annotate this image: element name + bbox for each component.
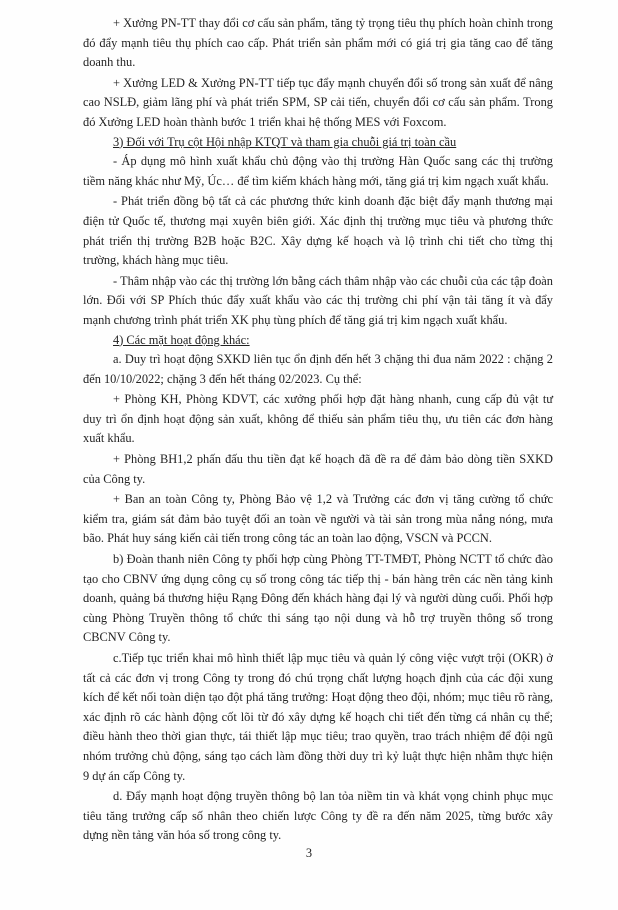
paragraph: - Phát triển đồng bộ tất cả các phương thức kinh doanh đặc biệt đẩy mạnh thương mại điện tử Quốc tế, thương mại xuyên biên giới. Xác định thị trường mục tiêu và phương thức phát triển thị trường B2B hoặc B2C. Xây dựng kế hoạch và lộ trình chi tiết cho từng thị trường, khách hàng mục tiêu. bbox=[83, 194, 553, 268]
paragraph: c.Tiếp tục triển khai mô hình thiết lập mục tiêu và quản lý công việc vượt trội (OKR) ở tất cả các đơn vị trong Công ty trong đó chú trọng chất lượng hoạch định của các đội xung kích để kết nối toàn diện tạo đột phá tăng trưởng: Hoạt động theo đội, nhóm; mục tiêu rõ ràng, xác định rõ các hành động cốt lõi từ đó xây dựng kế hoạch chi tiết đến từng cá nhân cụ thể; điều hành theo thời gian thực, tái thiết lập mục tiêu; trao quyền, trao trách nhiệm để đội ngũ nhóm trưởng chủ động, sáng tạo cách làm đồng thời duy trì kỷ luật thực hiện nhằm thực hiện 9 dự án cấp Công ty. bbox=[83, 651, 553, 783]
section-heading: 4) Các mặt hoạt động khác: bbox=[113, 332, 250, 347]
paragraph: + Phòng BH1,2 phấn đấu thu tiền đạt kế hoạch đã đề ra để đảm bảo dòng tiền SXKD của Công ty. bbox=[83, 452, 553, 486]
document-body bbox=[83, 14, 553, 846]
paragraph: d. Đẩy mạnh hoạt động truyền thông bộ lan tỏa niềm tin và khát vọng chinh phục mục tiêu tăng trưởng cấp số nhân theo chiến lược Công ty đề ra đến năm 2025, từng bước xây dựng nền tảng văn hóa số trong công ty. bbox=[83, 789, 553, 843]
paragraph: - Thâm nhập vào các thị trường lớn bằng cách thâm nhập vào các chuỗi của các tập đoàn lớn. Đối với SP Phích thúc đẩy xuất khẩu vào các thị trường chi phí vận tải tăng ít và đẩy mạnh chương trình phát triển XK phụ tùng phích để tăng giá trị kim ngạch xuất khẩu. bbox=[83, 273, 554, 327]
paragraph: + Xưởng PN-TT thay đổi cơ cấu sản phẩm, tăng tỷ trọng tiêu thụ phích hoàn chỉnh trong đó đẩy mạnh tiêu thụ phích cao cấp. Phát triển sản phẩm mới có giá trị gia tăng cao để tăng doanh thu. bbox=[83, 16, 553, 70]
paragraph: + Xưởng LED & Xưởng PN-TT tiếp tục đẩy mạnh chuyển đổi số trong sản xuất để nâng cao NSLĐ, giảm lãng phí và phát triển SPM, SP cải tiến, chuyển đổi cơ cấu sản phẩm. Trong đó Xưởng LED hoàn thành bước 1 triển khai hệ thống MES với Foxcom. bbox=[83, 75, 553, 129]
paragraph: b) Đoàn thanh niên Công ty phối hợp cùng Phòng TT-TMĐT, Phòng NCTT tổ chức đào tạo cho CBNV ứng dụng công cụ số trong công tác tiếp thị - bán hàng trên các nền tảng kinh doanh, quảng bá thương hiệu Rạng Đông đến khách hàng đại lý và người dùng cuối. Phối hợp cùng Phòng Truyền thông tổ chức thi sáng tạo nội dung và hỗ trợ truyền thông số trong CBCNV Công ty. bbox=[83, 552, 553, 645]
page-number: 3 bbox=[305, 846, 313, 860]
paragraph: + Ban an toàn Công ty, Phòng Bảo vệ 1,2 và Trưởng các đơn vị tăng cường tổ chức kiểm tra, giám sát đảm bảo tuyệt đối an toàn về người và tài sản trong mùa nắng nóng, mưa bão. Phát huy sáng kiến cải tiến trong công tác an toàn lao động, VSCN và PCCN. bbox=[83, 492, 553, 546]
section-heading: 3) Đối với Trụ cột Hội nhập KTQT và tham gia chuỗi giá trị toàn cầu bbox=[113, 134, 457, 149]
paragraph: a. Duy trì hoạt động SXKD liên tục ổn định đến hết 3 chặng thi đua năm 2022 : chặng 2 đến 10/10/2022; chặng 3 đến hết tháng 02/2023. Cụ thể: bbox=[83, 352, 553, 386]
paragraph: - Áp dụng mô hình xuất khẩu chủ động vào thị trường Hàn Quốc sang các thị trường tiềm năng khác như Mỹ, Úc… để tìm kiếm khách hàng mới, tăng giá trị kim ngạch xuất khẩu. bbox=[83, 154, 553, 188]
paragraph: + Phòng KH, Phòng KDVT, các xưởng phối hợp đặt hàng nhanh, cung cấp đủ vật tư duy trì ổn định hoạt động sản xuất, không để thiếu sản phẩm tiêu thụ, ưu tiên các đơn hàng xuất khẩu. bbox=[83, 392, 553, 446]
